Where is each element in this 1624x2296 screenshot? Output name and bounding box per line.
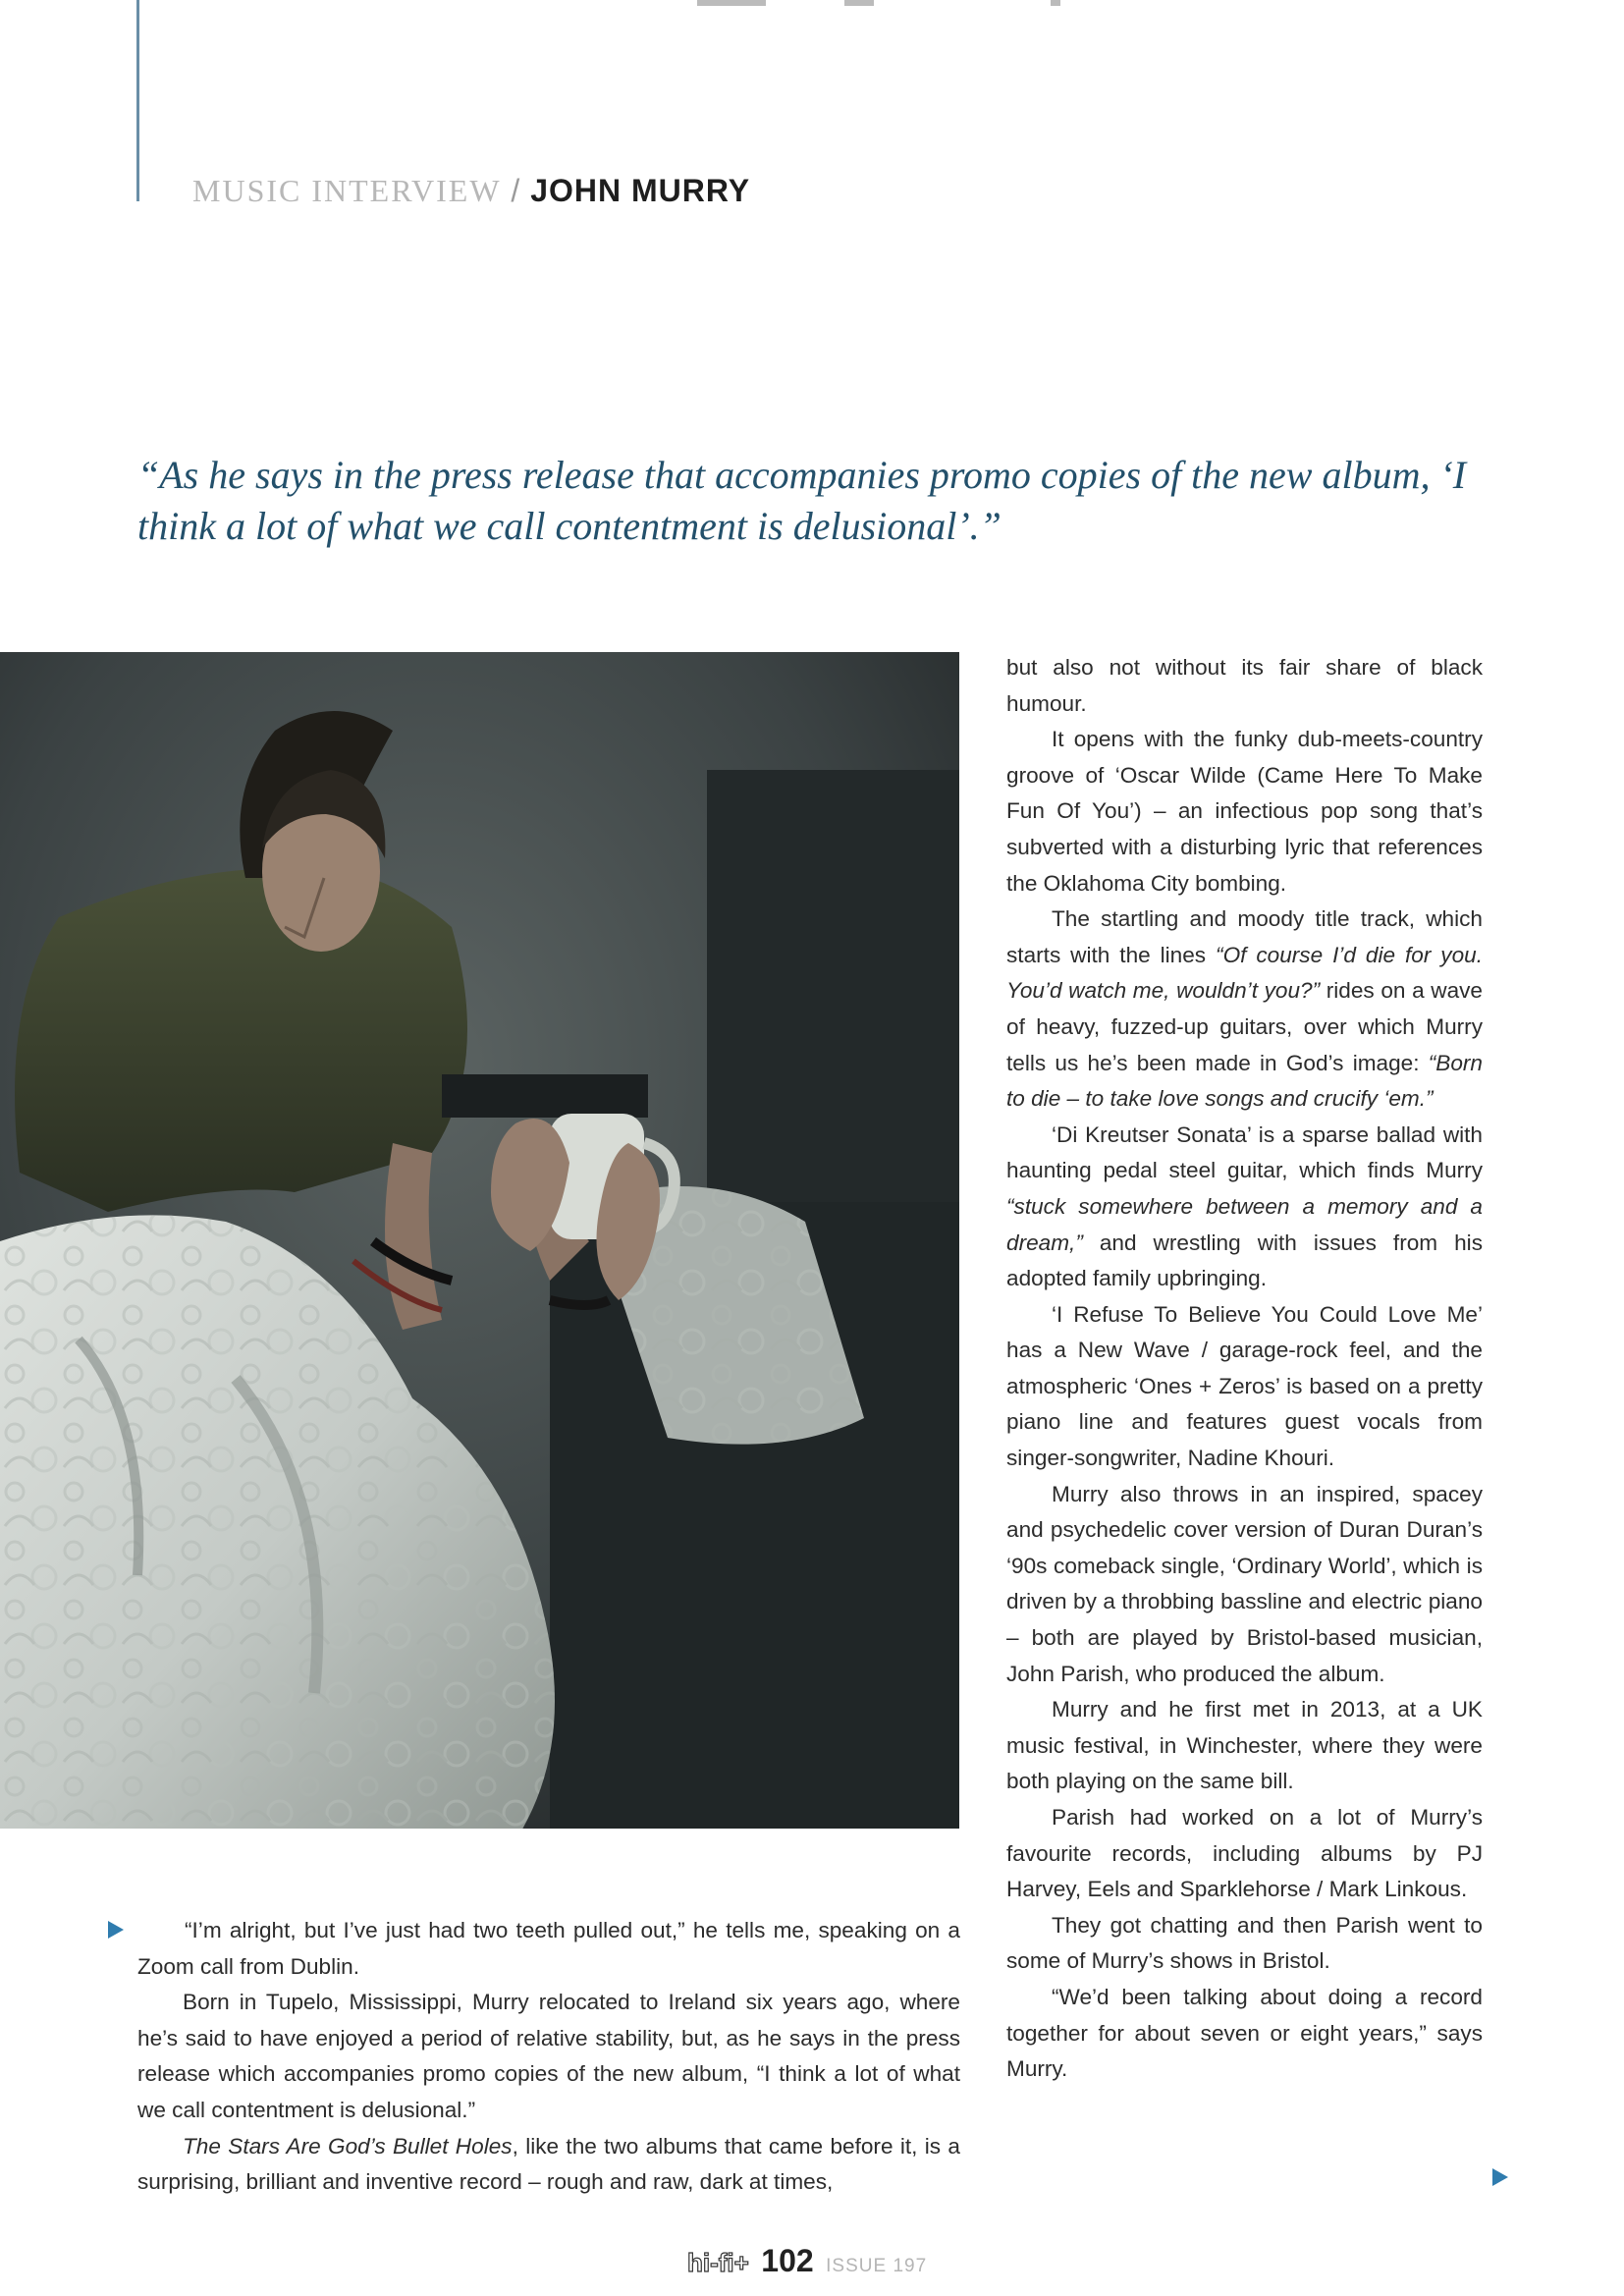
issue-number: ISSUE 197 [826,2256,928,2276]
vertical-rule [136,0,139,201]
portrait-photo [0,652,959,1829]
pull-quote: “As he says in the press release that accompanies promo copies of the new album, ‘I think a lot of what we call contentment is delusional’.” [137,453,1467,548]
paragraph: ‘I Refuse To Believe You Could Love Me’ has a New Wave / garage-rock feel, and the atmospheric ‘Ones + Zeros’ is based on a pretty piano line and features guest vocals from singer-songwriter, Nadine Khouri. [1006,1301,1483,1471]
lyric-quote: “Born to die – to take love songs and crucify ‘em.” [1006,1050,1483,1112]
section-header [192,173,750,209]
paragraph: ‘Di Kreutser Sonata’ is a sparse ballad with haunting pedal steel guitar, which finds Murry “stuck somewhere between a memory and a dream,” and wrestling with issues from his adopted family upbringing. [1006,1121,1483,1291]
section-category: MUSIC INTERVIEW [192,173,502,208]
body-column-left [137,1913,960,2201]
portrait-photo-illustration [0,652,959,1829]
continue-arrow-icon [1492,2168,1508,2186]
lyric-quote: “stuck somewhere between a memory and a dream,” [1006,1193,1483,1255]
paragraph: The Stars Are God’s Bullet Holes, like the two albums that came before it, is a surprising, brilliant and inventive record – rough and raw, dark at times, [137,2133,960,2195]
paragraph: Murry also throws in an inspired, spacey and psychedelic cover version of Duran Duran’s ‘90s comeback single, ‘Ordinary World’, which is driven by a throbbing bassline and electric piano – both are played by Bristol-based musician, John Parish, who produced the album. [1006,1481,1483,1686]
page-footer [687,2243,927,2282]
top-edge-marks [677,0,1227,8]
continue-arrow-icon [108,1921,124,1939]
paragraph: “I’m alright, but I’ve just had two teeth pulled out,” he tells me, speaking on a Zoom call from Dublin. [137,1918,960,1979]
paragraph: “We’d been talking about doing a record together for about seven or eight years,” says Murry. [1006,1984,1483,2082]
paragraph: They got chatting and then Parish went to some of Murry’s shows in Bristol. [1006,1912,1483,1974]
paragraph: Parish had worked on a lot of Murry’s favourite records, including albums by PJ Harvey, Eels and Sparklehorse / Mark Linkous. [1006,1805,1483,1902]
magazine-logo: hi-fi+ [687,2248,749,2277]
page-number: 102 [761,2243,814,2278]
paragraph: Born in Tupelo, Mississippi, Murry relocated to Ireland six years ago, where he’s said to have enjoyed a period of relative stability, but, as he says in the press release which accompanies promo copies of the new album, “I think a lot of what we call contentment is delusional.” [137,1990,960,2122]
lyric-quote: “Of course I’d die for you. You’d watch me, wouldn’t you?” [1006,942,1483,1004]
paragraph: The startling and moody title track, which starts with the lines “Of course I’d die for you. You’d watch me, wouldn’t you?” rides on a wave of heavy, fuzzed-up guitars, over which Murry tells us he’s been made in God’s image: “Born to die – to take love songs and crucify ‘em.” [1006,906,1483,1112]
body-column-right [1006,650,1483,2088]
paragraph: It opens with the funky dub-meets-country groove of ‘Oscar Wilde (Came Here To Make Fun Of You’) – an infectious pop song that’s subverted with a disturbing lyric that references the Oklahoma City bombing. [1006,727,1483,896]
album-title: The Stars Are God’s Bullet Holes [183,2133,513,2159]
paragraph: Murry and he first met in 2013, at a UK music festival, in Winchester, where they were both playing on the same bill. [1006,1697,1483,1794]
paragraph: but also not without its fair share of black humour. [1006,655,1483,716]
section-subject: JOHN MURRY [530,173,751,208]
section-separator: / [511,173,521,208]
